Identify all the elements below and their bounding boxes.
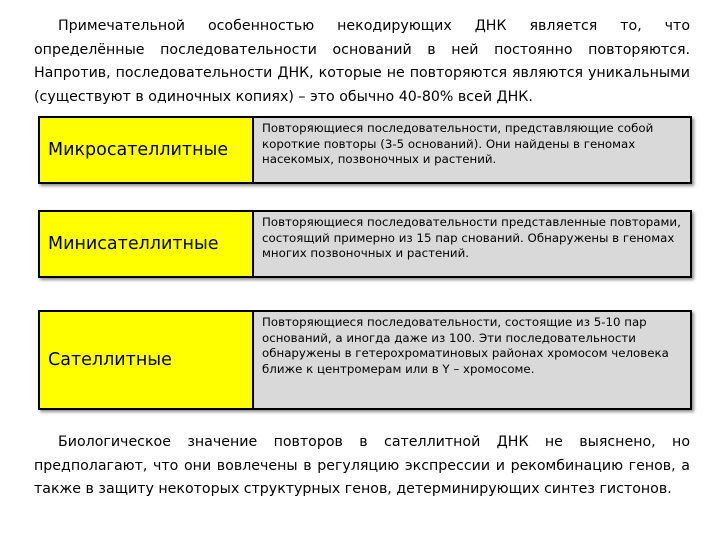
repeat-type-term: Минисателлитные (38, 210, 254, 278)
repeat-type-description: Повторяющиеся последовательности представленные повторами, состоящий примерно из 15 пар снований. Обнаружены в геномах многих позвоночных и растений. (254, 210, 692, 278)
repeat-type-row-microsatellite (38, 116, 692, 184)
conclusion-paragraph: Биологическое значение повторов в сателлитной ДНК не выяснено, но предполагают, что они вовлечены в регуляцию экспрессии и рекомбинацию генов, а также в защиту некоторых структурных генов, детерминирующих синтез гистонов. (34, 434, 690, 497)
repeat-type-row-satellite (38, 310, 692, 410)
repeat-type-description: Повторяющиеся последовательности, представляющие собой короткие повторы (3-5 оснований). Они найдены в геномах насекомых, позвоночных и растений. (254, 116, 692, 184)
repeat-type-description: Повторяющиеся последовательности, состоящие из 5-10 пар оснований, а иногда даже из 100. Эти последовательности обнаружены в гетерохроматиновых районах хромосом человека ближе к центромерам или в Y – хромосоме. (254, 310, 692, 410)
repeat-type-term: Микросателлитные (38, 116, 254, 184)
intro-paragraph: Примечательной особенностью некодирующих ДНК является то, что определённые последовательности оснований в ней постоянно повторяются. Напротив, последовательности ДНК, которые не повторяются являются уникальными (существуют в одиночных копиях) – это обычно 40-80% всей ДНК. (34, 18, 690, 105)
repeat-type-row-minisatellite (38, 210, 692, 278)
repeat-type-term: Сателлитные (38, 310, 254, 410)
